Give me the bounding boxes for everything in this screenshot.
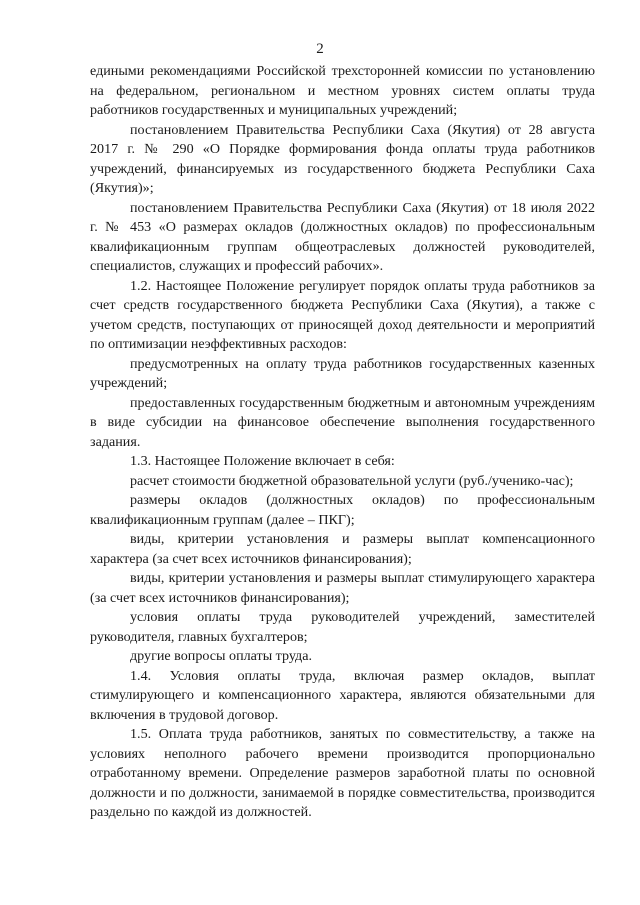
paragraph-1-4: 1.4. Условия оплаты труда, включая размер окладов, выплат стимулирующего и компенсационного характера, являются обязательными для включения в трудовой договор.: [90, 667, 595, 723]
paragraph-1-3: 1.3. Настоящее Положение включает в себя:: [130, 453, 395, 469]
page-number: 2: [316, 41, 324, 57]
paragraph-incentive-payments: виды, критерии установления и размеры выплат стимулирующего характера (за счет всех источников финансирования);: [90, 570, 595, 606]
paragraph-managers-pay: условия оплаты труда руководителей учреждений, заместителей руководителя, главных бухгалтеров;: [90, 609, 595, 645]
paragraph-other-issues: другие вопросы оплаты труда.: [130, 648, 312, 664]
paragraph-budget-institutions: предоставленных государственным бюджетным и автономным учреждениям в виде субсидии на финансовое обеспечение выполнения государственного задания.: [90, 394, 595, 450]
paragraph-1-5: 1.5. Оплата труда работников, занятых по совместительству, а также на условиях неполного рабочего времени производится пропорционально отработанному времени. Определение размеров заработной платы по основной должности и по должности, занимаемой в порядке совместительства, производится раздельно по каждой из должностей.: [90, 726, 595, 820]
paragraph-recommendations: едиными рекомендациями Российской трехсторонней комиссии по установлению на федеральном, региональном и местном уровнях систем оплаты труда работников государственных и муниципальных учреждений;: [90, 63, 595, 118]
paragraph-state-institutions: предусмотренных на оплату труда работников государственных казенных учреждений;: [90, 355, 595, 391]
paragraph-salary-sizes: размеры окладов (должностных окладов) по профессиональным квалификационным группам (далее – ПКГ);: [90, 492, 595, 528]
paragraph-resolution-453: постановлением Правительства Республики Саха (Якутия) от 18 июля 2022 г. № 453 «О размерах окладов (должностных окладов) по профессиональным квалификационным группам общеотраслевых должностей руководителей, специалистов, служащих и профессий рабочих».: [90, 199, 595, 274]
paragraph-resolution-290: постановлением Правительства Республики Саха (Якутия) от 28 августа 2017 г. № 290 «О Порядке формирования фонда оплаты труда работников учреждений, финансируемых из государственного бюджета Республики Саха (Якутия)»;: [90, 121, 595, 196]
paragraph-service-cost: расчет стоимости бюджетной образовательной услуги (руб./ученико-час);: [130, 472, 574, 489]
paragraph-1-2: 1.2. Настоящее Положение регулирует порядок оплаты труда работников за счет средств государственного бюджета Республики Саха (Якутия), а также с учетом средств, поступающих от приносящей доход деятельности и мероприятий по оптимизации неэффективных расходов:: [90, 277, 595, 352]
paragraph-compensation-payments: виды, критерии установления и размеры выплат компенсационного характера (за счет всех источников финансирования);: [90, 531, 595, 567]
document-body: [90, 62, 595, 823]
